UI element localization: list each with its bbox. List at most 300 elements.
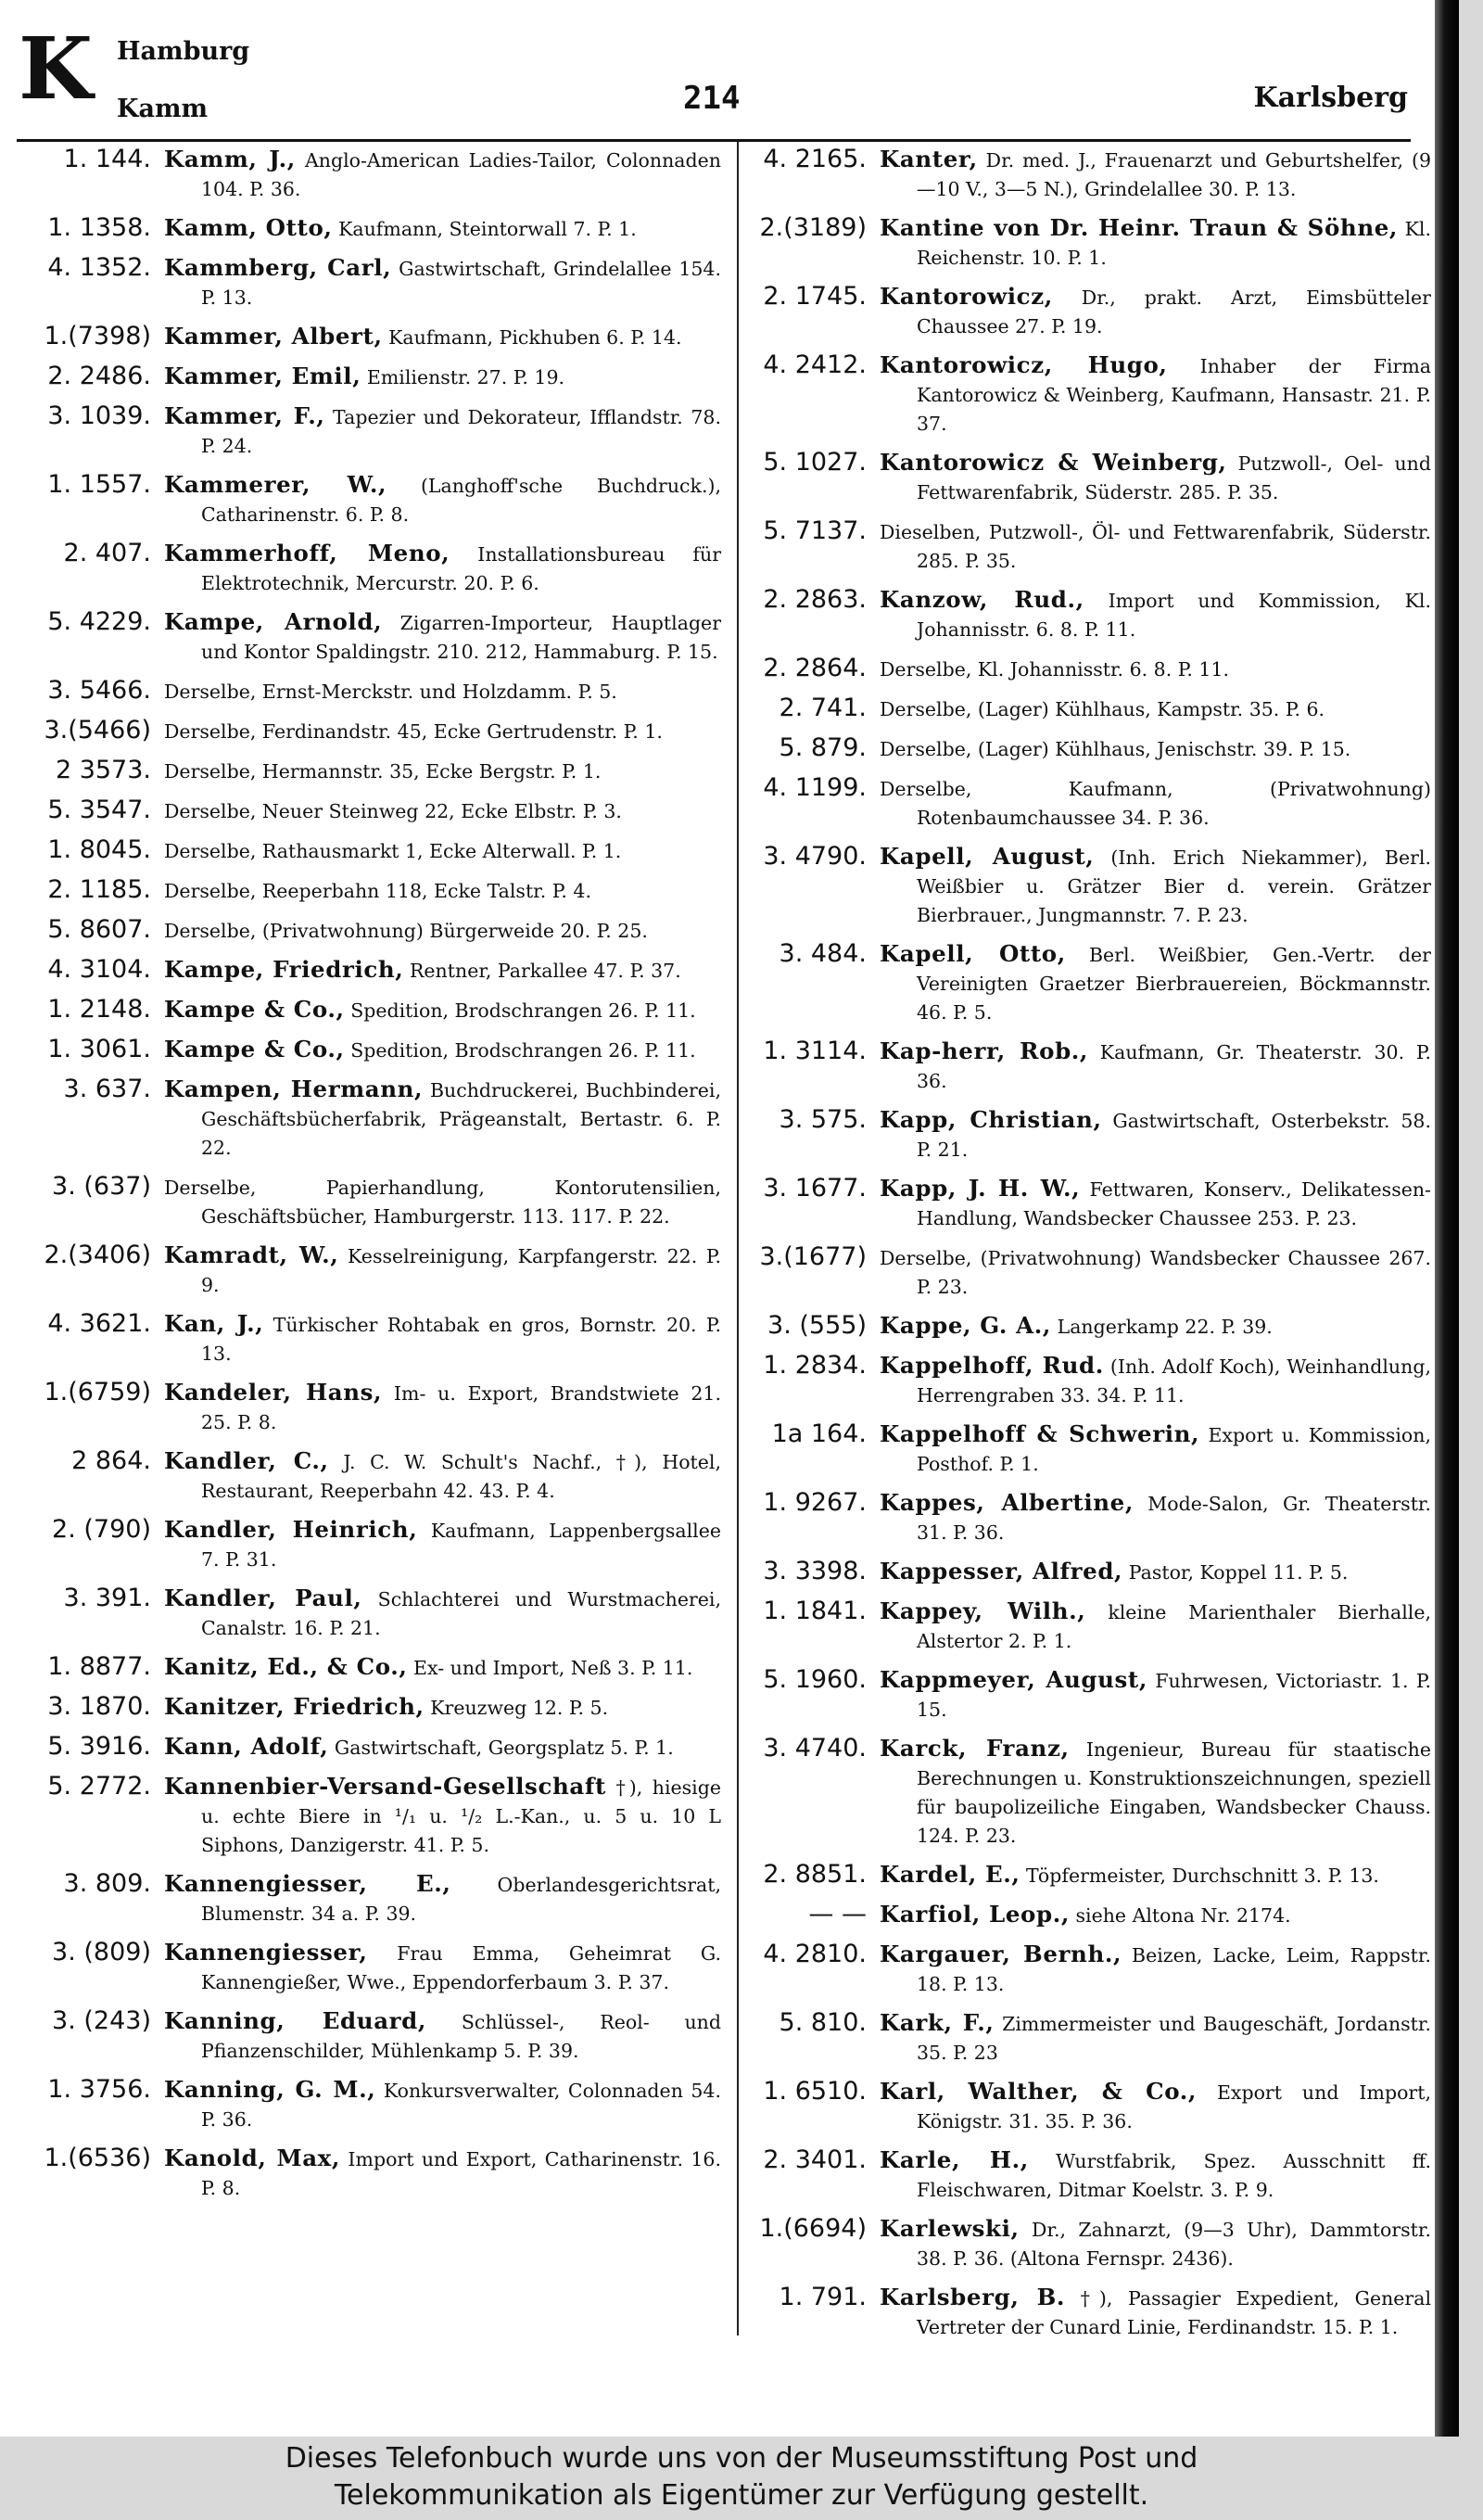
- directory-entry: [749, 1597, 1431, 1656]
- subscriber-name: Kannengiesser, E.,: [164, 1870, 451, 1897]
- entry-body: [164, 795, 721, 826]
- phone-number: 4. 3104.: [47, 955, 151, 984]
- subscriber-name: Kapp, J. H. W.,: [880, 1175, 1081, 1202]
- subscriber-name: Kanter,: [880, 146, 978, 172]
- subscriber-name: Kan, J.,: [164, 1310, 264, 1337]
- entry-body: [880, 1940, 1431, 1999]
- subscriber-name: Kann, Adolf,: [164, 1733, 329, 1760]
- phone-number: 1. 791.: [779, 2283, 867, 2311]
- subscriber-name: Kargauer, Bernh.,: [880, 1941, 1122, 1967]
- directory-entry: [17, 145, 721, 204]
- directory-entry: [17, 539, 721, 598]
- entry-details: Oberlandesgerichtsrat, Blumenstr. 34 a. P. 39.: [201, 1874, 721, 1925]
- directory-entry: [17, 1172, 721, 1231]
- entry-details: Rentner, Parkallee 47. P. 37.: [409, 960, 681, 982]
- phone-number: 2.(3189): [759, 213, 867, 242]
- subscriber-name: Kannenbier-Versand-Gesellschaft: [164, 1773, 606, 1800]
- entry-body: [880, 1242, 1431, 1302]
- directory-entry: [17, 1772, 721, 1860]
- entry-body: [164, 253, 721, 312]
- header-word-right: Karlsberg: [1253, 82, 1408, 114]
- directory-entry: [749, 733, 1431, 764]
- entry-details: Derselbe, (Lager) Kühlhaus, Kampstr. 35. P. 6.: [880, 698, 1325, 720]
- directory-entry: [17, 1938, 721, 1997]
- directory-entry: [749, 1557, 1431, 1587]
- entry-body: [880, 654, 1431, 684]
- entry-details: (Inh. Erich Niekammer), Berl. Weißbier u. Grätzer Bier d. verein. Grätzer Bierbrauer., Jungmannstr. 7. P. 23.: [917, 846, 1431, 926]
- subscriber-name: Kanzow, Rud.,: [880, 586, 1084, 613]
- entry-details: Kaufmann, Steintorwall 7. P. 1.: [338, 218, 637, 240]
- phone-number: 1.(6759): [44, 1378, 151, 1406]
- subscriber-name: Kanold, Max,: [164, 2145, 341, 2171]
- phone-number: 3. 1677.: [763, 1174, 867, 1203]
- entry-details: (Inh. Adolf Koch), Weinhandlung, Herrengraben 33. 34. P. 11.: [917, 1355, 1431, 1406]
- directory-entry: [17, 322, 721, 352]
- entry-body: [880, 2077, 1431, 2136]
- subscriber-name: Kappes, Albertine,: [880, 1489, 1134, 1516]
- directory-entry: [17, 1732, 721, 1763]
- entry-details: Gastwirtschaft, Osterbekstr. 58. P. 21.: [917, 1110, 1431, 1161]
- phone-number: 5. 3916.: [47, 1732, 151, 1761]
- subscriber-name: Kantorowicz,: [880, 283, 1053, 310]
- entry-body: [880, 145, 1431, 204]
- directory-entry: [17, 2075, 721, 2134]
- phone-number: 1. 1557.: [47, 470, 151, 499]
- subscriber-name: Kanitz, Ed., & Co.,: [164, 1653, 408, 1680]
- phone-number: 4. 3621.: [47, 1309, 151, 1338]
- subscriber-name: Kanning, G. M.,: [164, 2076, 376, 2103]
- entry-body: [164, 1172, 721, 1231]
- entry-body: [164, 1446, 721, 1506]
- entry-body: [164, 835, 721, 866]
- subscriber-name: Kamm, J.,: [164, 146, 296, 172]
- entry-body: [880, 1174, 1431, 1233]
- directory-entry: [749, 1311, 1431, 1342]
- phone-number: 3. (637): [52, 1172, 151, 1201]
- phone-number: 5. 1960.: [763, 1665, 867, 1694]
- directory-entry: [17, 607, 721, 667]
- entry-details: Türkischer Rohtabak en gros, Bornstr. 20. P. 13.: [201, 1314, 721, 1365]
- subscriber-name: Kappe, G. A.,: [880, 1312, 1052, 1339]
- entry-details: Derselbe, (Lager) Kühlhaus, Jenischstr. 39. P. 15.: [880, 738, 1351, 760]
- directory-entry: [17, 1692, 721, 1723]
- phone-number: 3. 391.: [63, 1584, 151, 1612]
- right-column: [749, 145, 1431, 2351]
- entry-details: Fuhrwesen, Victoriastr. 1. P. 15.: [917, 1670, 1431, 1721]
- entry-body: [880, 1860, 1431, 1890]
- directory-entry: [17, 995, 721, 1025]
- entry-body: [164, 1732, 721, 1763]
- directory-entry: [749, 1242, 1431, 1302]
- phone-number: 1. 3114.: [763, 1037, 867, 1065]
- subscriber-name: Kammer, Albert,: [164, 323, 383, 350]
- entry-body: [164, 1309, 721, 1368]
- directory-entry: [17, 1309, 721, 1368]
- entry-body: [880, 2283, 1431, 2342]
- subscriber-name: Karck, Franz,: [880, 1735, 1070, 1762]
- entry-details: Derselbe, Papierhandlung, Kontorutensilien, Geschäftsbücher, Hamburgerstr. 113. 117. P. 22.: [164, 1177, 721, 1228]
- subscriber-name: Kandler, C.,: [164, 1447, 329, 1474]
- entry-body: [164, 1378, 721, 1437]
- phone-number: 4. 2165.: [763, 145, 867, 173]
- subscriber-name: Kantine von Dr. Heinr. Traun & Söhne,: [880, 214, 1399, 241]
- directory-entry: [749, 842, 1431, 930]
- entry-body: [880, 1597, 1431, 1656]
- subscriber-name: Kammer, F.,: [164, 402, 325, 429]
- entry-details: Emilienstr. 27. P. 19.: [366, 366, 565, 388]
- entry-details: †), Passagier Expedient, General Vertreter der Cunard Linie, Ferdinandstr. 15. P. 1.: [917, 2287, 1431, 2338]
- directory-entry: [749, 1351, 1431, 1410]
- directory-entry: [17, 716, 721, 746]
- entry-details: Derselbe, Ferdinandstr. 45, Ecke Gertrudenstr. P. 1.: [164, 720, 663, 743]
- directory-entry: [749, 1174, 1431, 1233]
- phone-number: 4. 1352.: [47, 253, 151, 282]
- phone-number: 2. (790): [52, 1515, 151, 1544]
- header-word-top: Hamburg: [117, 37, 250, 66]
- entry-body: [880, 1351, 1431, 1410]
- entry-body: [880, 1900, 1431, 1930]
- phone-number: 4. 2412.: [763, 350, 867, 379]
- entry-body: [164, 1692, 721, 1723]
- phone-number: 5. 8607.: [47, 915, 151, 944]
- entry-details: Ex- und Import, Neß 3. P. 11.: [413, 1657, 693, 1679]
- entry-details: Export u. Kommission, Posthof. P. 1.: [917, 1424, 1431, 1475]
- phone-number: 1. 1841.: [763, 1597, 867, 1625]
- entry-details: Derselbe, (Privatwohnung) Bürgerweide 20. P. 25.: [164, 920, 648, 942]
- directory-entry: [749, 694, 1431, 724]
- entry-details: Ingenieur, Bureau für staatische Berechnungen u. Konstruktionszeichnungen, speziell für baupolizeiliche Eingaben, Wandsbecker Chauss. 124. P. 23.: [917, 1738, 1431, 1847]
- subscriber-name: Kapell, Otto,: [880, 940, 1066, 967]
- directory-entry: [17, 835, 721, 866]
- entry-body: [880, 1488, 1431, 1547]
- entry-details: Import und Kommission, Kl. Johannisstr. 6. 8. P. 11.: [917, 590, 1431, 641]
- phone-number: 3. 5466.: [47, 676, 151, 705]
- directory-entry: [17, 955, 721, 986]
- entry-details: Spedition, Brodschrangen 26. P. 11.: [350, 1039, 696, 1062]
- subscriber-name: Kapell, August,: [880, 843, 1095, 870]
- entry-details: Gastwirtschaft, Grindelallee 154. P. 13.: [201, 258, 721, 309]
- entry-body: [164, 875, 721, 906]
- subscriber-name: Karle, H.,: [880, 2146, 1029, 2173]
- entry-details: J. C. W. Schult's Nachf., †), Hotel, Restaurant, Reeperbahn 42. 43. P. 4.: [201, 1451, 721, 1502]
- entry-details: Schlüssel-, Reol- und Pfianzenschilder, Mühlenkamp 5. P. 39.: [201, 2011, 721, 2062]
- directory-entry: [17, 1869, 721, 1928]
- footer-line-1: Dieses Telefonbuch wurde uns von der Museumsstiftung Post und: [285, 2442, 1198, 2475]
- subscriber-name: Karlsberg, B.: [880, 2284, 1066, 2310]
- entry-body: [164, 1035, 721, 1065]
- entry-body: [164, 1075, 721, 1163]
- entry-details: Beizen, Lacke, Leim, Rappstr. 18. P. 13.: [917, 1944, 1431, 1995]
- entry-details: Kreuzweg 12. P. 5.: [430, 1697, 609, 1719]
- left-column: [17, 145, 721, 2212]
- entry-details: Tapezier und Dekorateur, Ifflandstr. 78. P. 24.: [201, 406, 721, 457]
- subscriber-name: Kampen, Hermann,: [164, 1075, 424, 1102]
- entry-details: kleine Marienthaler Bierhalle, Alstertor 2. P. 1.: [917, 1601, 1431, 1652]
- entry-details: Derselbe, Ernst-Merckstr. und Holzdamm. P. 5.: [164, 681, 617, 703]
- entry-details: Derselbe, Kaufmann, (Privatwohnung) Rotenbaumchaussee 34. P. 36.: [880, 778, 1431, 829]
- directory-entry: [17, 1378, 721, 1437]
- footer-line-2: Telekommunikation als Eigentümer zur Verfügung gestellt.: [334, 2479, 1149, 2512]
- phone-number: 1. 144.: [63, 145, 151, 173]
- phone-number: 4. 2810.: [763, 1940, 867, 1968]
- entry-body: [164, 1938, 721, 1997]
- entry-body: [164, 1869, 721, 1928]
- entry-details: Dr. med. J., Frauenarzt und Geburtshelfer, (9—10 V., 3—5 N.), Grindelallee 30. P. 13.: [917, 149, 1431, 200]
- directory-entry: [17, 756, 721, 786]
- subscriber-name: Kantorowicz, Hugo,: [880, 351, 1168, 378]
- subscriber-name: Kap-herr, Rob.,: [880, 1037, 1089, 1064]
- subscriber-name: Kampe & Co.,: [164, 1036, 345, 1063]
- entry-body: [880, 1665, 1431, 1725]
- subscriber-name: Kantorowicz & Weinberg,: [880, 449, 1227, 476]
- header-word-bottom: Kamm: [117, 95, 209, 123]
- entry-details: Zigarren-Importeur, Hauptlager und Kontor Spaldingstr. 210. 212, Hammaburg. P. 15.: [201, 612, 721, 663]
- entry-body: [880, 842, 1431, 930]
- entry-body: [880, 448, 1431, 507]
- phone-number: 2. 2486.: [47, 362, 151, 390]
- subscriber-name: Karfiol, Leop.,: [880, 1901, 1070, 1928]
- phone-number: 4. 1199.: [763, 773, 867, 802]
- phone-number: 2. 1185.: [47, 875, 151, 904]
- directory-entry: [749, 773, 1431, 833]
- directory-entry: [749, 1940, 1431, 1999]
- entry-body: [880, 2145, 1431, 2205]
- entry-details: Berl. Weißbier, Gen.-Vertr. der Vereinigten Graetzer Bierbrauereien, Böckmannstr. 46. P. 5.: [917, 944, 1431, 1024]
- entry-body: [880, 350, 1431, 439]
- entry-details: †), hiesige u. echte Biere in ¹/₁ u. ¹/₂ L.-Kan., u. 5 u. 10 L Siphons, Danzigerstr. 41. P. 5.: [201, 1776, 721, 1856]
- phone-number: 2 864.: [71, 1446, 151, 1475]
- entry-details: Spedition, Brodschrangen 26. P. 11.: [350, 999, 696, 1022]
- phone-number: 2. 2863.: [763, 585, 867, 614]
- directory-entry: [749, 1105, 1431, 1165]
- entry-body: [164, 145, 721, 204]
- phone-number: 2. 407.: [63, 539, 151, 567]
- phone-number: 5. 2772.: [47, 1772, 151, 1801]
- subscriber-name: Kappelhoff, Rud.: [880, 1352, 1104, 1379]
- directory-entry: [17, 253, 721, 312]
- directory-entry: [17, 1241, 721, 1300]
- phone-number: 5. 879.: [779, 733, 867, 762]
- directory-entry: [17, 1035, 721, 1065]
- section-letter: K: [19, 19, 93, 119]
- entry-details: Derselbe, Hermannstr. 35, Ecke Bergstr. P. 1.: [164, 760, 602, 783]
- entry-body: [164, 1652, 721, 1683]
- phone-number: 5. 7137.: [763, 516, 867, 545]
- entry-details: Derselbe, Reeperbahn 118, Ecke Talstr. P. 4.: [164, 880, 591, 902]
- entry-body: [164, 2144, 721, 2203]
- subscriber-name: Kandler, Paul,: [164, 1585, 362, 1611]
- entry-body: [880, 773, 1431, 833]
- entry-body: [164, 1241, 721, 1300]
- entry-details: Derselbe, Rathausmarkt 1, Ecke Alterwall. P. 1.: [164, 840, 622, 862]
- entry-body: [164, 401, 721, 461]
- phone-number: 1a 164.: [771, 1419, 867, 1448]
- subscriber-name: Kappey, Wilh.,: [880, 1597, 1086, 1624]
- entry-details: Fettwaren, Konserv., Delikatessen-Handlung, Wandsbecker Chaussee 253. P. 23.: [917, 1178, 1431, 1229]
- column-divider: [737, 142, 739, 2335]
- subscriber-name: Karlewski,: [880, 2215, 1020, 2242]
- directory-entry: [17, 1515, 721, 1574]
- subscriber-name: Kamradt, W.,: [164, 1241, 339, 1268]
- entry-body: [164, 607, 721, 667]
- phone-number: 5. 4229.: [47, 607, 151, 636]
- phone-number: 1. 1358.: [47, 213, 151, 242]
- entry-details: Kl. Reichenstr. 10. P. 1.: [917, 218, 1431, 269]
- entry-body: [164, 915, 721, 946]
- entry-body: [880, 1734, 1431, 1851]
- phone-number: 2. 1745.: [763, 282, 867, 311]
- directory-entry: [749, 213, 1431, 273]
- entry-body: [164, 470, 721, 529]
- phone-number: 1.(6694): [759, 2214, 867, 2243]
- entry-body: [880, 1557, 1431, 1587]
- directory-entry: [749, 2283, 1431, 2342]
- directory-entry: [749, 654, 1431, 684]
- subscriber-name: Kampe, Friedrich,: [164, 956, 404, 983]
- entry-details: Kaufmann, Gr. Theaterstr. 30. P. 36.: [917, 1041, 1431, 1092]
- entry-details: Import und Export, Catharinenstr. 16. P. 8.: [201, 2148, 721, 2199]
- phone-number: 3. 809.: [63, 1869, 151, 1898]
- directory-entry: [749, 1488, 1431, 1547]
- directory-entry: [749, 282, 1431, 341]
- subscriber-name: Kappelhoff & Schwerin,: [880, 1420, 1200, 1447]
- directory-entry: [749, 1900, 1431, 1930]
- subscriber-name: Kardel, E.,: [880, 1861, 1020, 1888]
- directory-entry: [17, 795, 721, 826]
- directory-entry: [17, 2006, 721, 2066]
- phone-number: 3. 4790.: [763, 842, 867, 871]
- directory-entry: [17, 1584, 721, 1643]
- entry-details: Zimmermeister und Baugeschäft, Jordanstr. 35. P. 23: [917, 2013, 1431, 2064]
- entry-body: [164, 322, 721, 352]
- entry-body: [880, 939, 1431, 1027]
- entry-body: [164, 362, 721, 392]
- entry-details: siehe Altona Nr. 2174.: [1075, 1904, 1291, 1927]
- entry-body: [880, 2008, 1431, 2068]
- phone-number: 3. 3398.: [763, 1557, 867, 1585]
- entry-details: Kaufmann, Pickhuben 6. P. 14.: [388, 326, 682, 349]
- entry-details: Wurstfabrik, Spez. Ausschnitt ff. Fleischwaren, Ditmar Koelstr. 3. P. 9.: [917, 2150, 1431, 2201]
- directory-entry: [749, 939, 1431, 1027]
- subscriber-name: Kampe, Arnold,: [164, 608, 383, 635]
- subscriber-name: Kammerhoff, Meno,: [164, 540, 450, 566]
- directory-entry: [749, 350, 1431, 439]
- entry-body: [164, 756, 721, 786]
- directory-entry: [749, 1860, 1431, 1890]
- entry-details: Mode-Salon, Gr. Theaterstr. 31. P. 36.: [917, 1493, 1431, 1544]
- phone-number: 3. 484.: [779, 939, 867, 968]
- directory-entry: [749, 1037, 1431, 1096]
- directory-entry: [749, 2145, 1431, 2205]
- entry-details: Inhaber der Firma Kantorowicz & Weinberg, Kaufmann, Hansastr. 21. P. 37.: [917, 355, 1431, 435]
- header-rule: [17, 139, 1411, 142]
- directory-entry: [17, 213, 721, 244]
- subscriber-name: Kamm, Otto,: [164, 214, 333, 241]
- subscriber-name: Kanitzer, Friedrich,: [164, 1693, 425, 1720]
- phone-number: 3. (555): [767, 1311, 867, 1340]
- phone-number: 1. 8877.: [47, 1652, 151, 1681]
- entry-details: Im- u. Export, Brandstwiete 21. 25. P. 8.: [201, 1382, 721, 1433]
- entry-details: Frau Emma, Geheimrat G. Kannengießer, Wwe., Eppendorferbaum 3. P. 37.: [201, 1942, 721, 1993]
- phone-number: 2. 8851.: [763, 1860, 867, 1889]
- phone-number: 3. 1870.: [47, 1692, 151, 1721]
- subscriber-name: Kapp, Christian,: [880, 1106, 1102, 1133]
- directory-entry: [749, 585, 1431, 644]
- entry-body: [880, 733, 1431, 764]
- entry-details: Schlachterei und Wurstmacherei, Canalstr. 16. P. 21.: [201, 1588, 721, 1639]
- entry-details: Pastor, Koppel 11. P. 5.: [1128, 1561, 1349, 1584]
- phone-number: 5. 3547.: [47, 795, 151, 824]
- footer-note: [0, 2437, 1483, 2520]
- phone-number: 2. 3401.: [763, 2145, 867, 2174]
- entry-body: [164, 2006, 721, 2066]
- directory-entry: [17, 362, 721, 392]
- directory-entry: [749, 2214, 1431, 2273]
- subscriber-name: Kannengiesser,: [164, 1939, 368, 1966]
- directory-entry: [749, 516, 1431, 576]
- directory-entry: [749, 448, 1431, 507]
- entry-body: [164, 1515, 721, 1574]
- phone-number: 1. 3061.: [47, 1035, 151, 1063]
- phone-number: 1. 2148.: [47, 995, 151, 1024]
- phone-number: — —: [808, 1900, 867, 1928]
- entry-details: Derselbe, Kl. Johannisstr. 6. 8. P. 11.: [880, 658, 1229, 681]
- phone-number: 1.(6536): [44, 2144, 151, 2172]
- phone-number: 2. 2864.: [763, 654, 867, 682]
- phone-number: 1. 8045.: [47, 835, 151, 864]
- entry-body: [164, 676, 721, 706]
- entry-body: [164, 955, 721, 986]
- entry-body: [164, 1772, 721, 1860]
- entry-body: [880, 1037, 1431, 1096]
- directory-entry: [17, 875, 721, 906]
- directory-entry: [17, 915, 721, 946]
- phone-number: 1. 3756.: [47, 2075, 151, 2104]
- phone-number: 1. 9267.: [763, 1488, 867, 1517]
- subscriber-name: Kanning, Eduard,: [164, 2007, 427, 2034]
- phone-number: 2 3573.: [55, 756, 151, 784]
- entry-details: Buchdruckerei, Buchbinderei, Geschäftsbücherfabrik, Prägeanstalt, Bertastr. 6. P. 22.: [201, 1079, 721, 1159]
- entry-body: [880, 1105, 1431, 1165]
- entry-body: [880, 516, 1431, 576]
- subscriber-name: Kandeler, Hans,: [164, 1379, 383, 1406]
- entry-body: [164, 539, 721, 598]
- phone-number: 2. 741.: [779, 694, 867, 722]
- entry-details: (Langhoff'sche Buchdruck.), Catharinenstr. 6. P. 8.: [201, 475, 721, 526]
- subscriber-name: Kandler, Heinrich,: [164, 1516, 418, 1543]
- page-edge-shadow: [1435, 0, 1459, 2437]
- phone-number: 3. 4740.: [763, 1734, 867, 1763]
- directory-entry: [749, 145, 1431, 204]
- directory-entry: [17, 470, 721, 529]
- entry-body: [880, 2214, 1431, 2273]
- entry-details: Dr., Zahnarzt, (9—3 Uhr), Dammtorstr. 38. P. 36. (Altona Fernspr. 2436).: [917, 2219, 1431, 2270]
- page-number: 214: [683, 80, 741, 117]
- entry-details: Langerkamp 22. P. 39.: [1057, 1316, 1273, 1338]
- phone-number: 3.(5466): [44, 716, 151, 745]
- directory-entry: [17, 1446, 721, 1506]
- subscriber-name: Kark, F.,: [880, 2009, 995, 2036]
- entry-body: [880, 694, 1431, 724]
- entry-details: Töpfermeister, Durchschnitt 3. P. 13.: [1026, 1865, 1379, 1887]
- phone-number: 5. 1027.: [763, 448, 867, 477]
- directory-entry: [17, 1075, 721, 1163]
- entry-details: Dieselben, Putzwoll-, Öl- und Fettwarenfabrik, Süderstr. 285. P. 35.: [880, 521, 1431, 572]
- directory-entry: [17, 401, 721, 461]
- subscriber-name: Kammberg, Carl,: [164, 254, 392, 281]
- entry-body: [880, 1311, 1431, 1342]
- directory-entry: [749, 1419, 1431, 1479]
